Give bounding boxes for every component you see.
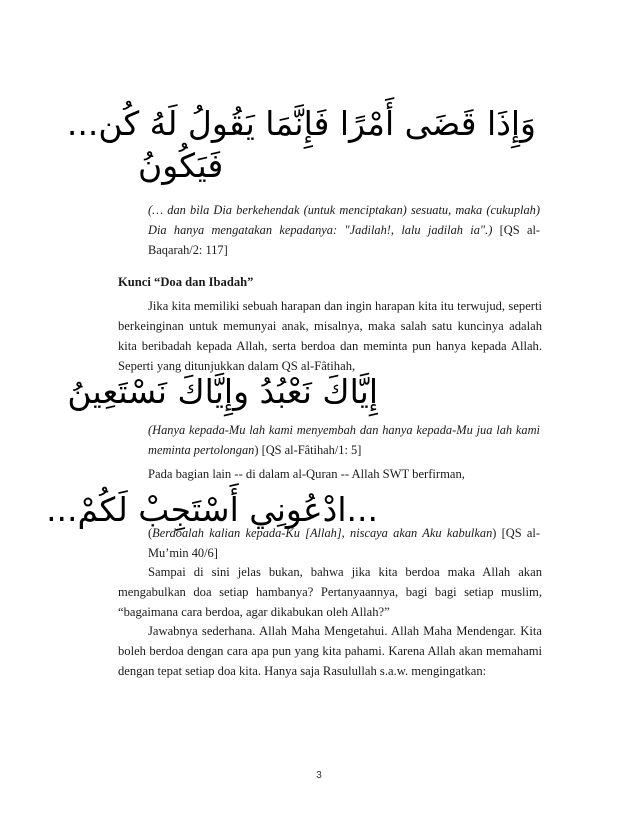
verse1-citation: [QS al-Baqarah/2: 117]	[148, 223, 541, 257]
section-heading: Kunci “Doa dan Ibadah”	[118, 275, 254, 289]
verse3-citation: ) [QS al-Mu’min 40/6]	[148, 526, 540, 560]
verse2-arabic: إِيَّاكَ نَعْبُدُ وإِيَّاكَ نَسْتَعِينُ	[67, 372, 378, 411]
verse1-translation	[148, 200, 540, 260]
verse1-translation-text: (… dan bila Dia berkehendak (untuk menciptakan) sesuatu, maka (cukuplah) Dia hanya mengatakan kepadanya: "Jadilah!, lalu jadilah ia".)	[148, 203, 540, 237]
verse3-arabic: ...ادْعُونِي أَسْتَجِبْ لَكُمْ...	[46, 490, 378, 529]
verse2-translation	[148, 420, 540, 460]
verse1-arabic-line1: وَإِذَا قَضَى أَمْرًا فَإِنَّمَا يَقُولُ لَهُ كُن...	[66, 104, 536, 143]
verse2-citation: ) [QS al-Fâtihah/1: 5]	[254, 443, 362, 457]
paragraph-3: Jawabnya sederhana. Allah Maha Mengetahui. Allah Maha Mendengar. Kita boleh berdoa dengan cara apa pun yang kita pahami. Karena Allah akan memahami dengan tepat setiap doa kita. Hanya saja Rasulullah s.a.w. mengingatkan:	[118, 624, 542, 678]
verse1-arabic-line2	[138, 146, 536, 185]
verse3-translation-text: Berdoalah kalian kepada-Ku [Allah], niscaya akan Aku kabulkan	[152, 526, 493, 540]
paragraph-1: Jika kita memiliki sebuah harapan dan ingin harapan kita itu terwujud, seperti berkeinginan untuk memunyai anak, misalnya, maka salah satu kuncinya adalah kita beribadah kepada Allah, serta berdoa dan meminta pun hanya kepada Allah. Seperti yang ditunjukkan dalam QS al-Fâtihah,	[118, 299, 542, 373]
intro-line: Pada bagian lain -- di dalam al-Quran -- Allah SWT berfirman,	[148, 467, 465, 481]
verse3-translation	[148, 523, 540, 563]
page-number: 3	[316, 770, 322, 781]
verse2-translation-text: (Hanya kepada-Mu lah kami menyembah dan hanya kepada-Mu jua lah kami meminta pertolongan	[148, 423, 540, 457]
paragraph-2: Sampai di sini jelas bukan, bahwa jika kita berdoa maka Allah akan mengabulkan doa setiap hambanya? Pertanyaannya, bagi bagi setiap muslim, “bagaimana cara berdoa, agar dikabukan oleh Allah?”	[118, 565, 542, 619]
verse3-open-paren: (	[148, 526, 153, 540]
verse1-arabic-word: فَيَكُونُ	[138, 146, 224, 185]
